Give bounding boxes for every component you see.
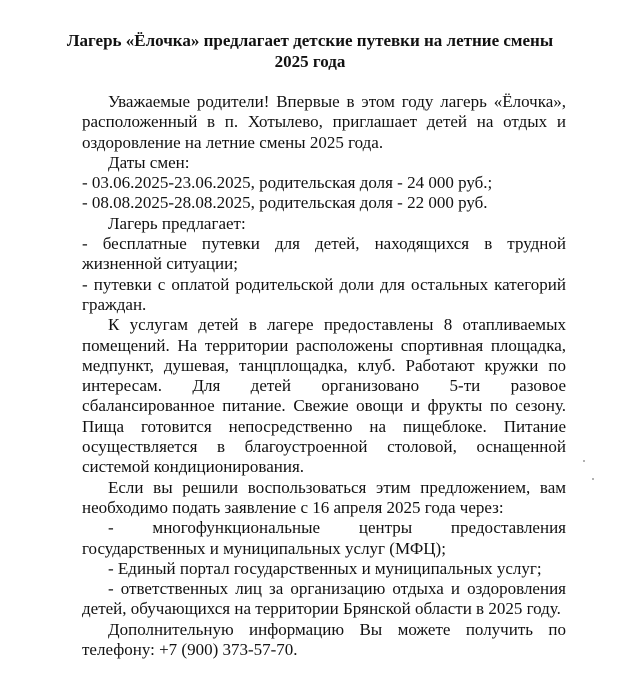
scan-speck xyxy=(583,460,585,462)
offer-item-free: - бесплатные путевки для детей, находящихся в трудной жизненной ситуации; xyxy=(82,234,566,274)
contact-paragraph: Дополнительную информацию Вы можете получить по телефону: +7 (900) 373-57-70. xyxy=(82,619,566,660)
channel-responsible: - ответственных лиц за организацию отдыха и оздоровления детей, обучающихся на территории Брянской области в 2025 году. xyxy=(82,579,566,619)
apply-paragraph: Если вы решили воспользоваться этим предложением, вам необходимо подать заявление с 16 апреля 2025 года через: xyxy=(82,477,566,517)
offers-label: Лагерь предлагает: xyxy=(108,213,246,233)
offer-item-paid: - путевки с оплатой родительской доли для остальных категорий граждан. xyxy=(82,274,566,314)
scan-speck xyxy=(592,478,594,480)
channel-portal: - Единый портал государственных и муниципальных услуг; xyxy=(108,558,542,578)
dates-label: Даты смен: xyxy=(108,152,190,172)
channel-mfc: - многофункциональные центры предоставления государственных и муниципальных услуг (МФЦ); xyxy=(82,518,566,558)
intro-paragraph: Уважаемые родители! Впервые в этом году лагерь «Ёлочка», расположенный в п. Хотылево, приглашает детей на отдых и оздоровление на летние смены 2025 года. xyxy=(82,92,566,152)
shift-date-1: - 03.06.2025-23.06.2025, родительская доля - 24 000 руб.; xyxy=(82,173,493,193)
services-paragraph: К услугам детей в лагере предоставлены 8 отапливаемых помещений. На территории расположены спортивная площадка, медпункт, душевая, танцплощадка, клуб. Работают кружки по интересам. Для детей организовано 5-ти разовое сбалансированное питание. Свежие овощи и фрукты по сезону. Пища готовится непосредственно на пищеблоке. Питание осуществляется в благоустроенной столовой, оснащенной системой кондиционирования. xyxy=(82,315,566,477)
document-title: Лагерь «Ёлочка» предлагает детские путевки на летние смены 2025 года xyxy=(66,31,554,71)
document-body xyxy=(82,92,566,660)
shift-date-2: - 08.08.2025-28.08.2025, родительская доля - 22 000 руб. xyxy=(82,193,488,213)
